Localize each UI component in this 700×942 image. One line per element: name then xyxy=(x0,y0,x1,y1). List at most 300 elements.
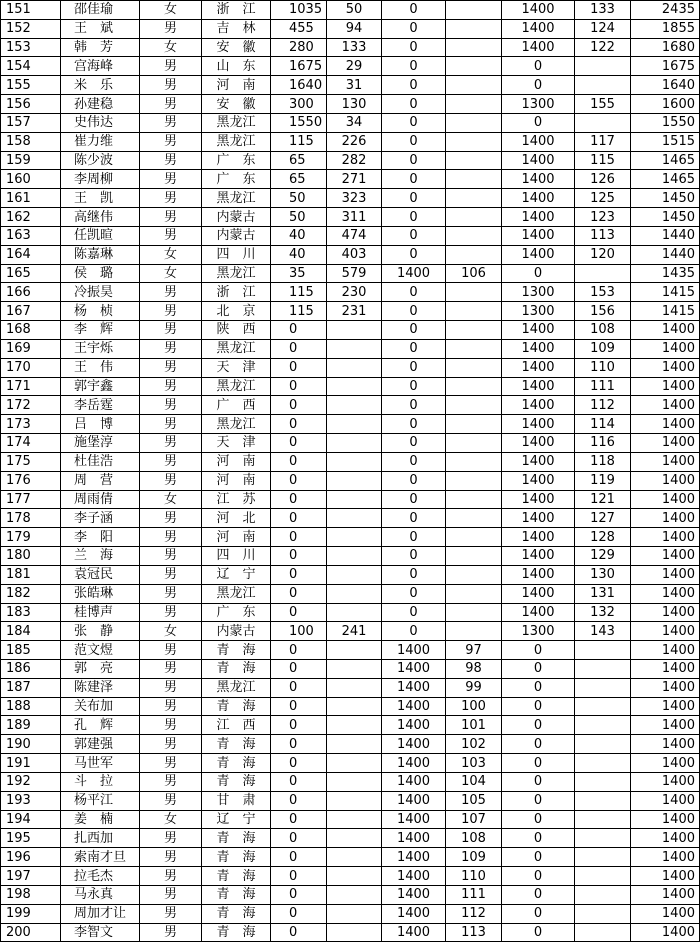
cell-score1: 0 xyxy=(271,490,327,509)
cell-rank2: 100 xyxy=(446,697,502,716)
cell-rank2 xyxy=(446,189,502,208)
cell-gender: 男 xyxy=(140,904,202,923)
cell-score1: 35 xyxy=(271,264,327,283)
cell-score1: 0 xyxy=(271,321,327,340)
cell-total: 1855 xyxy=(631,19,700,38)
cell-score3: 1400 xyxy=(502,321,575,340)
cell-rank3: 114 xyxy=(575,415,631,434)
cell-score1: 1035 xyxy=(271,1,327,20)
cell-province: 青 海 xyxy=(202,867,271,886)
cell-name: 孔 辉 xyxy=(61,716,140,735)
cell-name: 杨平江 xyxy=(61,791,140,810)
cell-province: 广 东 xyxy=(202,603,271,622)
cell-score3: 1400 xyxy=(502,528,575,547)
cell-score3: 1300 xyxy=(502,95,575,114)
cell-score2: 0 xyxy=(382,471,446,490)
cell-score1: 65 xyxy=(271,151,327,170)
cell-rank1: 282 xyxy=(327,151,382,170)
cell-rank: 198 xyxy=(1,885,61,904)
cell-score3: 1400 xyxy=(502,189,575,208)
cell-gender: 男 xyxy=(140,547,202,566)
cell-rank1 xyxy=(327,791,382,810)
cell-score2: 0 xyxy=(382,321,446,340)
cell-rank: 182 xyxy=(1,584,61,603)
table-row xyxy=(1,867,700,886)
cell-rank3 xyxy=(575,264,631,283)
cell-rank1 xyxy=(327,848,382,867)
cell-score1: 0 xyxy=(271,339,327,358)
cell-rank2 xyxy=(446,283,502,302)
cell-gender: 男 xyxy=(140,471,202,490)
cell-rank3 xyxy=(575,76,631,95)
cell-score1: 0 xyxy=(271,791,327,810)
cell-rank3 xyxy=(575,57,631,76)
cell-gender: 男 xyxy=(140,603,202,622)
cell-total: 1400 xyxy=(631,867,700,886)
cell-rank1: 403 xyxy=(327,245,382,264)
cell-score3: 1400 xyxy=(502,509,575,528)
cell-score3: 0 xyxy=(502,716,575,735)
cell-score1: 0 xyxy=(271,829,327,848)
cell-rank: 176 xyxy=(1,471,61,490)
cell-score1: 115 xyxy=(271,302,327,321)
cell-rank3: 116 xyxy=(575,434,631,453)
cell-total: 1400 xyxy=(631,490,700,509)
cell-rank: 161 xyxy=(1,189,61,208)
cell-rank3: 127 xyxy=(575,509,631,528)
cell-name: 周 营 xyxy=(61,471,140,490)
cell-rank: 195 xyxy=(1,829,61,848)
cell-name: 郭 亮 xyxy=(61,659,140,678)
cell-score3: 1400 xyxy=(502,208,575,227)
cell-name: 马世军 xyxy=(61,754,140,773)
cell-province: 黑龙江 xyxy=(202,132,271,151)
cell-rank2 xyxy=(446,57,502,76)
cell-rank2 xyxy=(446,377,502,396)
cell-name: 马永真 xyxy=(61,885,140,904)
table-row xyxy=(1,829,700,848)
cell-gender: 男 xyxy=(140,565,202,584)
cell-rank2: 107 xyxy=(446,810,502,829)
cell-rank1: 34 xyxy=(327,113,382,132)
cell-name: 扎西加 xyxy=(61,829,140,848)
cell-total: 2435 xyxy=(631,1,700,20)
cell-score2: 1400 xyxy=(382,641,446,660)
cell-rank: 151 xyxy=(1,1,61,20)
cell-gender: 男 xyxy=(140,697,202,716)
cell-score1: 0 xyxy=(271,754,327,773)
cell-rank: 172 xyxy=(1,396,61,415)
cell-score2: 0 xyxy=(382,377,446,396)
cell-score3: 1300 xyxy=(502,283,575,302)
cell-rank3 xyxy=(575,754,631,773)
cell-rank1 xyxy=(327,735,382,754)
cell-name: 李 阳 xyxy=(61,528,140,547)
cell-gender: 女 xyxy=(140,1,202,20)
cell-score2: 0 xyxy=(382,95,446,114)
cell-total: 1400 xyxy=(631,810,700,829)
table-row xyxy=(1,321,700,340)
cell-score3: 1400 xyxy=(502,358,575,377)
cell-score2: 1400 xyxy=(382,810,446,829)
table-row xyxy=(1,885,700,904)
table-row xyxy=(1,452,700,471)
cell-rank1: 230 xyxy=(327,283,382,302)
table-row xyxy=(1,904,700,923)
cell-score1: 0 xyxy=(271,358,327,377)
cell-score1: 65 xyxy=(271,170,327,189)
cell-name: 陈嘉琳 xyxy=(61,245,140,264)
cell-rank1: 579 xyxy=(327,264,382,283)
cell-gender: 男 xyxy=(140,735,202,754)
cell-score3: 0 xyxy=(502,678,575,697)
cell-rank1: 474 xyxy=(327,226,382,245)
table-row xyxy=(1,245,700,264)
cell-gender: 男 xyxy=(140,867,202,886)
cell-score2: 1400 xyxy=(382,772,446,791)
cell-province: 内蒙古 xyxy=(202,622,271,641)
cell-score3: 0 xyxy=(502,829,575,848)
cell-score3: 0 xyxy=(502,772,575,791)
cell-rank1 xyxy=(327,603,382,622)
cell-score1: 0 xyxy=(271,885,327,904)
cell-rank1: 226 xyxy=(327,132,382,151)
cell-name: 郭宇鑫 xyxy=(61,377,140,396)
cell-score1: 0 xyxy=(271,584,327,603)
cell-rank2 xyxy=(446,396,502,415)
cell-total: 1400 xyxy=(631,659,700,678)
table-row xyxy=(1,132,700,151)
cell-rank2 xyxy=(446,358,502,377)
cell-score2: 0 xyxy=(382,208,446,227)
cell-rank: 197 xyxy=(1,867,61,886)
cell-rank: 167 xyxy=(1,302,61,321)
cell-total: 1400 xyxy=(631,754,700,773)
cell-province: 青 海 xyxy=(202,735,271,754)
cell-rank3: 130 xyxy=(575,565,631,584)
cell-province: 青 海 xyxy=(202,923,271,942)
cell-score3: 0 xyxy=(502,264,575,283)
cell-gender: 男 xyxy=(140,716,202,735)
cell-rank: 156 xyxy=(1,95,61,114)
cell-rank1: 311 xyxy=(327,208,382,227)
cell-score2: 0 xyxy=(382,132,446,151)
cell-score2: 1400 xyxy=(382,735,446,754)
cell-score1: 100 xyxy=(271,622,327,641)
cell-score1: 50 xyxy=(271,189,327,208)
cell-rank1: 50 xyxy=(327,1,382,20)
cell-total: 1675 xyxy=(631,57,700,76)
cell-rank: 188 xyxy=(1,697,61,716)
cell-score3: 1400 xyxy=(502,434,575,453)
cell-rank1 xyxy=(327,321,382,340)
cell-province: 青 海 xyxy=(202,641,271,660)
cell-score3: 0 xyxy=(502,904,575,923)
cell-score2: 0 xyxy=(382,170,446,189)
cell-province: 黑龙江 xyxy=(202,584,271,603)
table-row xyxy=(1,226,700,245)
cell-gender: 女 xyxy=(140,622,202,641)
cell-gender: 男 xyxy=(140,321,202,340)
cell-rank1 xyxy=(327,396,382,415)
cell-total: 1400 xyxy=(631,772,700,791)
cell-rank1 xyxy=(327,415,382,434)
cell-rank2 xyxy=(446,95,502,114)
cell-rank1: 271 xyxy=(327,170,382,189)
cell-rank: 168 xyxy=(1,321,61,340)
cell-rank: 192 xyxy=(1,772,61,791)
table-row xyxy=(1,38,700,57)
cell-score1: 0 xyxy=(271,434,327,453)
cell-gender: 男 xyxy=(140,434,202,453)
cell-name: 施堡淳 xyxy=(61,434,140,453)
cell-total: 1400 xyxy=(631,565,700,584)
cell-name: 杨 桢 xyxy=(61,302,140,321)
cell-province: 河 北 xyxy=(202,509,271,528)
cell-rank: 191 xyxy=(1,754,61,773)
cell-total: 1400 xyxy=(631,528,700,547)
cell-gender: 男 xyxy=(140,151,202,170)
cell-name: 郭建强 xyxy=(61,735,140,754)
cell-rank2 xyxy=(446,415,502,434)
cell-score3: 0 xyxy=(502,113,575,132)
cell-gender: 男 xyxy=(140,923,202,942)
cell-total: 1400 xyxy=(631,358,700,377)
cell-province: 青 海 xyxy=(202,772,271,791)
cell-score3: 1400 xyxy=(502,339,575,358)
cell-score2: 0 xyxy=(382,113,446,132)
cell-score2: 0 xyxy=(382,151,446,170)
cell-rank3: 118 xyxy=(575,452,631,471)
cell-name: 周雨倩 xyxy=(61,490,140,509)
cell-name: 张皓琳 xyxy=(61,584,140,603)
cell-gender: 男 xyxy=(140,452,202,471)
cell-rank1 xyxy=(327,659,382,678)
cell-gender: 男 xyxy=(140,189,202,208)
cell-score1: 40 xyxy=(271,245,327,264)
table-row xyxy=(1,189,700,208)
cell-score2: 0 xyxy=(382,603,446,622)
cell-rank1: 29 xyxy=(327,57,382,76)
table-row xyxy=(1,396,700,415)
cell-rank2 xyxy=(446,245,502,264)
table-row xyxy=(1,283,700,302)
cell-gender: 男 xyxy=(140,95,202,114)
cell-total: 1400 xyxy=(631,339,700,358)
cell-score2: 0 xyxy=(382,547,446,566)
cell-score2: 0 xyxy=(382,1,446,20)
cell-score1: 0 xyxy=(271,904,327,923)
table-row xyxy=(1,772,700,791)
cell-total: 1400 xyxy=(631,716,700,735)
cell-score1: 455 xyxy=(271,19,327,38)
cell-total: 1400 xyxy=(631,791,700,810)
cell-score1: 50 xyxy=(271,208,327,227)
cell-rank2 xyxy=(446,19,502,38)
cell-gender: 男 xyxy=(140,208,202,227)
cell-name: 王 斌 xyxy=(61,19,140,38)
cell-score2: 1400 xyxy=(382,885,446,904)
cell-total: 1400 xyxy=(631,547,700,566)
cell-gender: 男 xyxy=(140,226,202,245)
cell-rank: 158 xyxy=(1,132,61,151)
cell-rank: 175 xyxy=(1,452,61,471)
cell-rank3 xyxy=(575,659,631,678)
cell-rank2: 99 xyxy=(446,678,502,697)
cell-score1: 0 xyxy=(271,509,327,528)
cell-name: 李岳霆 xyxy=(61,396,140,415)
table-row xyxy=(1,57,700,76)
cell-province: 黑龙江 xyxy=(202,678,271,697)
cell-score3: 1400 xyxy=(502,38,575,57)
cell-name: 陈建泽 xyxy=(61,678,140,697)
cell-province: 内蒙古 xyxy=(202,208,271,227)
cell-gender: 男 xyxy=(140,283,202,302)
cell-rank1 xyxy=(327,772,382,791)
cell-province: 青 海 xyxy=(202,848,271,867)
table-row xyxy=(1,735,700,754)
cell-province: 山 东 xyxy=(202,57,271,76)
cell-rank3: 117 xyxy=(575,132,631,151)
cell-score1: 0 xyxy=(271,697,327,716)
cell-province: 河 南 xyxy=(202,452,271,471)
table-row xyxy=(1,565,700,584)
cell-score3: 1400 xyxy=(502,170,575,189)
table-row xyxy=(1,810,700,829)
cell-rank2: 110 xyxy=(446,867,502,886)
cell-score3: 0 xyxy=(502,848,575,867)
cell-name: 韩 芳 xyxy=(61,38,140,57)
cell-rank3 xyxy=(575,678,631,697)
cell-rank: 179 xyxy=(1,528,61,547)
cell-rank: 160 xyxy=(1,170,61,189)
cell-rank2 xyxy=(446,622,502,641)
cell-rank2 xyxy=(446,302,502,321)
cell-rank2 xyxy=(446,170,502,189)
cell-total: 1400 xyxy=(631,678,700,697)
cell-gender: 男 xyxy=(140,528,202,547)
cell-score1: 0 xyxy=(271,565,327,584)
cell-gender: 男 xyxy=(140,885,202,904)
cell-name: 姜 楠 xyxy=(61,810,140,829)
cell-rank2 xyxy=(446,565,502,584)
cell-score1: 115 xyxy=(271,132,327,151)
cell-score1: 0 xyxy=(271,772,327,791)
cell-score3: 0 xyxy=(502,697,575,716)
cell-score3: 1400 xyxy=(502,245,575,264)
cell-rank2: 103 xyxy=(446,754,502,773)
cell-score2: 0 xyxy=(382,528,446,547)
cell-rank1 xyxy=(327,452,382,471)
cell-score3: 0 xyxy=(502,735,575,754)
cell-name: 王 伟 xyxy=(61,358,140,377)
cell-total: 1600 xyxy=(631,95,700,114)
cell-gender: 男 xyxy=(140,113,202,132)
cell-province: 青 海 xyxy=(202,904,271,923)
cell-rank2 xyxy=(446,132,502,151)
cell-rank3: 109 xyxy=(575,339,631,358)
cell-gender: 男 xyxy=(140,678,202,697)
table-row xyxy=(1,358,700,377)
cell-name: 斗 拉 xyxy=(61,772,140,791)
cell-rank: 200 xyxy=(1,923,61,942)
cell-province: 甘 肃 xyxy=(202,791,271,810)
cell-province: 四 川 xyxy=(202,547,271,566)
cell-rank1 xyxy=(327,904,382,923)
cell-score2: 0 xyxy=(382,76,446,95)
cell-total: 1400 xyxy=(631,735,700,754)
cell-rank2 xyxy=(446,151,502,170)
cell-rank1: 241 xyxy=(327,622,382,641)
table-row xyxy=(1,659,700,678)
cell-rank1 xyxy=(327,490,382,509)
cell-rank: 190 xyxy=(1,735,61,754)
cell-score3: 1400 xyxy=(502,490,575,509)
cell-rank2 xyxy=(446,1,502,20)
cell-score3: 0 xyxy=(502,885,575,904)
cell-province: 青 海 xyxy=(202,659,271,678)
cell-rank: 159 xyxy=(1,151,61,170)
table-row xyxy=(1,151,700,170)
cell-score2: 0 xyxy=(382,509,446,528)
cell-rank3: 124 xyxy=(575,19,631,38)
cell-score1: 0 xyxy=(271,716,327,735)
cell-name: 吕 博 xyxy=(61,415,140,434)
cell-total: 1400 xyxy=(631,434,700,453)
cell-rank1: 133 xyxy=(327,38,382,57)
cell-total: 1515 xyxy=(631,132,700,151)
table-row xyxy=(1,76,700,95)
cell-rank1 xyxy=(327,339,382,358)
cell-name: 高继伟 xyxy=(61,208,140,227)
cell-rank3: 132 xyxy=(575,603,631,622)
cell-score3: 1400 xyxy=(502,471,575,490)
cell-rank1 xyxy=(327,829,382,848)
cell-score2: 1400 xyxy=(382,829,446,848)
cell-score1: 0 xyxy=(271,396,327,415)
cell-name: 李子涵 xyxy=(61,509,140,528)
cell-score2: 1400 xyxy=(382,923,446,942)
table-row xyxy=(1,208,700,227)
cell-rank1 xyxy=(327,885,382,904)
cell-rank: 157 xyxy=(1,113,61,132)
cell-rank3: 143 xyxy=(575,622,631,641)
cell-rank: 166 xyxy=(1,283,61,302)
cell-province: 黑龙江 xyxy=(202,415,271,434)
cell-gender: 男 xyxy=(140,659,202,678)
cell-score1: 0 xyxy=(271,641,327,660)
cell-rank3: 123 xyxy=(575,208,631,227)
cell-rank2: 101 xyxy=(446,716,502,735)
cell-rank3: 115 xyxy=(575,151,631,170)
cell-name: 桂博声 xyxy=(61,603,140,622)
cell-name: 陈少波 xyxy=(61,151,140,170)
cell-score1: 0 xyxy=(271,415,327,434)
cell-name: 李 辉 xyxy=(61,321,140,340)
cell-total: 1400 xyxy=(631,396,700,415)
cell-score1: 0 xyxy=(271,735,327,754)
cell-gender: 男 xyxy=(140,76,202,95)
cell-gender: 男 xyxy=(140,302,202,321)
cell-rank: 169 xyxy=(1,339,61,358)
cell-score1: 115 xyxy=(271,283,327,302)
cell-name: 任凯暄 xyxy=(61,226,140,245)
cell-rank3: 110 xyxy=(575,358,631,377)
cell-score2: 0 xyxy=(382,415,446,434)
cell-total: 1400 xyxy=(631,885,700,904)
cell-name: 宫海峰 xyxy=(61,57,140,76)
cell-rank2 xyxy=(446,76,502,95)
